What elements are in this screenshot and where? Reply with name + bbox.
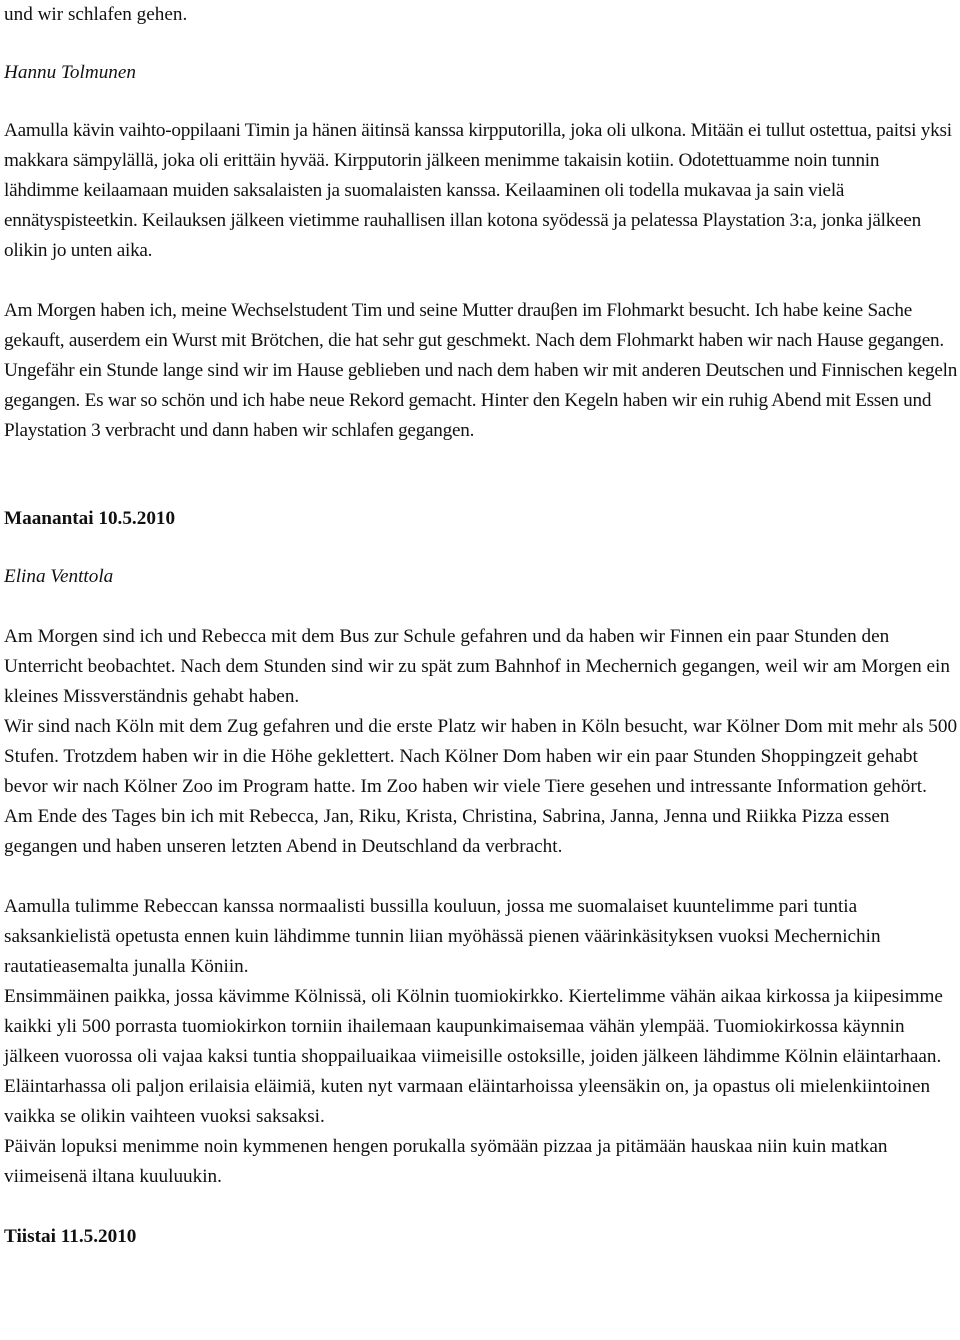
author-hannu-tolmunen: Hannu Tolmunen: [4, 62, 137, 83]
date-heading-maanantai: Maanantai 10.5.2010: [4, 508, 176, 529]
document-page: [4, 0, 958, 1252]
german-paragraph-elina-3: Am Ende des Tages bin ich mit Rebecca, Jan, Riku, Krista, Christina, Sabrina, Janna, Jenna und Riikka Pizza essen gegangen und haben unseren letzten Abend in Deutschland da verbracht.: [4, 806, 890, 857]
previous-page-fragment: und wir schlafen gehen.: [4, 4, 188, 25]
german-paragraph-elina-2: Wir sind nach Köln mit dem Zug gefahren und die erste Platz wir haben in Köln besucht, war Kölner Dom mit mehr als 500 Stufen. Trotzdem haben wir in die Höhe geklettert. Nach Kölner Dom haben wir ein paar Stunden Shoppingzeit gehabt bevor wir nach Kölner Zoo im Program hatte. Im Zoo haben wir viele Tiere gesehen und intressante Information gehört.: [4, 716, 958, 797]
finnish-paragraph-hannu: Aamulla kävin vaihto-oppilaani Timin ja hänen äitinsä kanssa kirpputorilla, joka oli ulkona. Mitään ei tullut ostettua, paitsi yksi makkara sämpylällä, joka oli erittäin hyvää. Kirpputorin jälkeen menimme takaisin kotiin. Odotettuamme noin tunnin lähdimme keilaamaan muiden saksalaisten ja suomalaisten kanssa. Keilaaminen oli todella mukavaa ja sain vielä ennätyspisteetkin. Keilauksen jälkeen vietimme rauhallisen illan kotona syödessä ja pelatessa Playstation 3:a, jonka jälkeen olikin jo unten aika.: [4, 120, 952, 261]
finnish-paragraph-elina-2: Ensimmäinen paikka, jossa kävimme Kölnissä, oli Kölnin tuomiokirkko. Kiertelimme vähän aikaa kirkossa ja kiipesimme kaikki yli 500 porrasta tuomiokirkon torniin ihailemaan kaupunkimaisemaa vähän ylempää. Tuomiokirkossa käynnin jälkeen vuorossa oli vajaa kaksi tuntia shoppailuaikaa viimeisille ostoksille, joiden jälkeen lähdimme Kölnin eläintarhaan. Eläintarhassa oli paljon erilaisia eläimiä, kuten nyt varmaan eläintarhoissa yleensäkin on, ja opastus oli mielenkiintoinen vaikka se olikin vaihteen vuoksi saksaksi.: [4, 986, 943, 1127]
date-heading-tiistai: Tiistai 11.5.2010: [4, 1226, 137, 1247]
german-paragraph-elina-1: Am Morgen sind ich und Rebecca mit dem Bus zur Schule gefahren und da haben wir Finnen ein paar Stunden den Unterricht beobachtet. Nach dem Stunden sind wir zu spät zum Bahnhof in Mechernich gegangen, weil wir am Morgen ein kleines Missverständnis gehabt haben.: [4, 626, 950, 707]
finnish-paragraph-elina-1: Aamulla tulimme Rebeccan kanssa normaalisti bussilla kouluun, jossa me suomalaiset kuuntelimme pari tuntia saksankielistä opetusta ennen kuin lähdimme tunnin liian myöhässä pienen väärinkäsityksen vuoksi Mechernichin rautatieasemalta junalla Köniin.: [4, 896, 881, 977]
finnish-paragraph-elina-3: Päivän lopuksi menimme noin kymmenen hengen porukalla syömään pizzaa ja pitämään hauskaa niin kuin matkan viimeisenä iltana kuuluukin.: [4, 1136, 888, 1187]
author-elina-venttola: Elina Venttola: [4, 566, 114, 587]
german-paragraph-hannu: Am Morgen haben ich, meine Wechselstudent Tim und seine Mutter drauβen im Flohmarkt besucht. Ich habe keine Sache gekauft, auserdem ein Wurst mit Brötchen, die hat sehr gut geschmekt. Nach dem Flohmarkt haben wir nach Hause gegangen. Ungefähr ein Stunde lange sind wir im Hause geblieben und nach dem haben wir mit anderen Deutschen und Finnischen kegeln gegangen. Es war so schön und ich habe neue Rekord gemacht. Hinter den Kegeln haben wir ein ruhig Abend mit Essen und Playstation 3 verbracht und dann haben wir schlafen gegangen.: [4, 300, 958, 441]
